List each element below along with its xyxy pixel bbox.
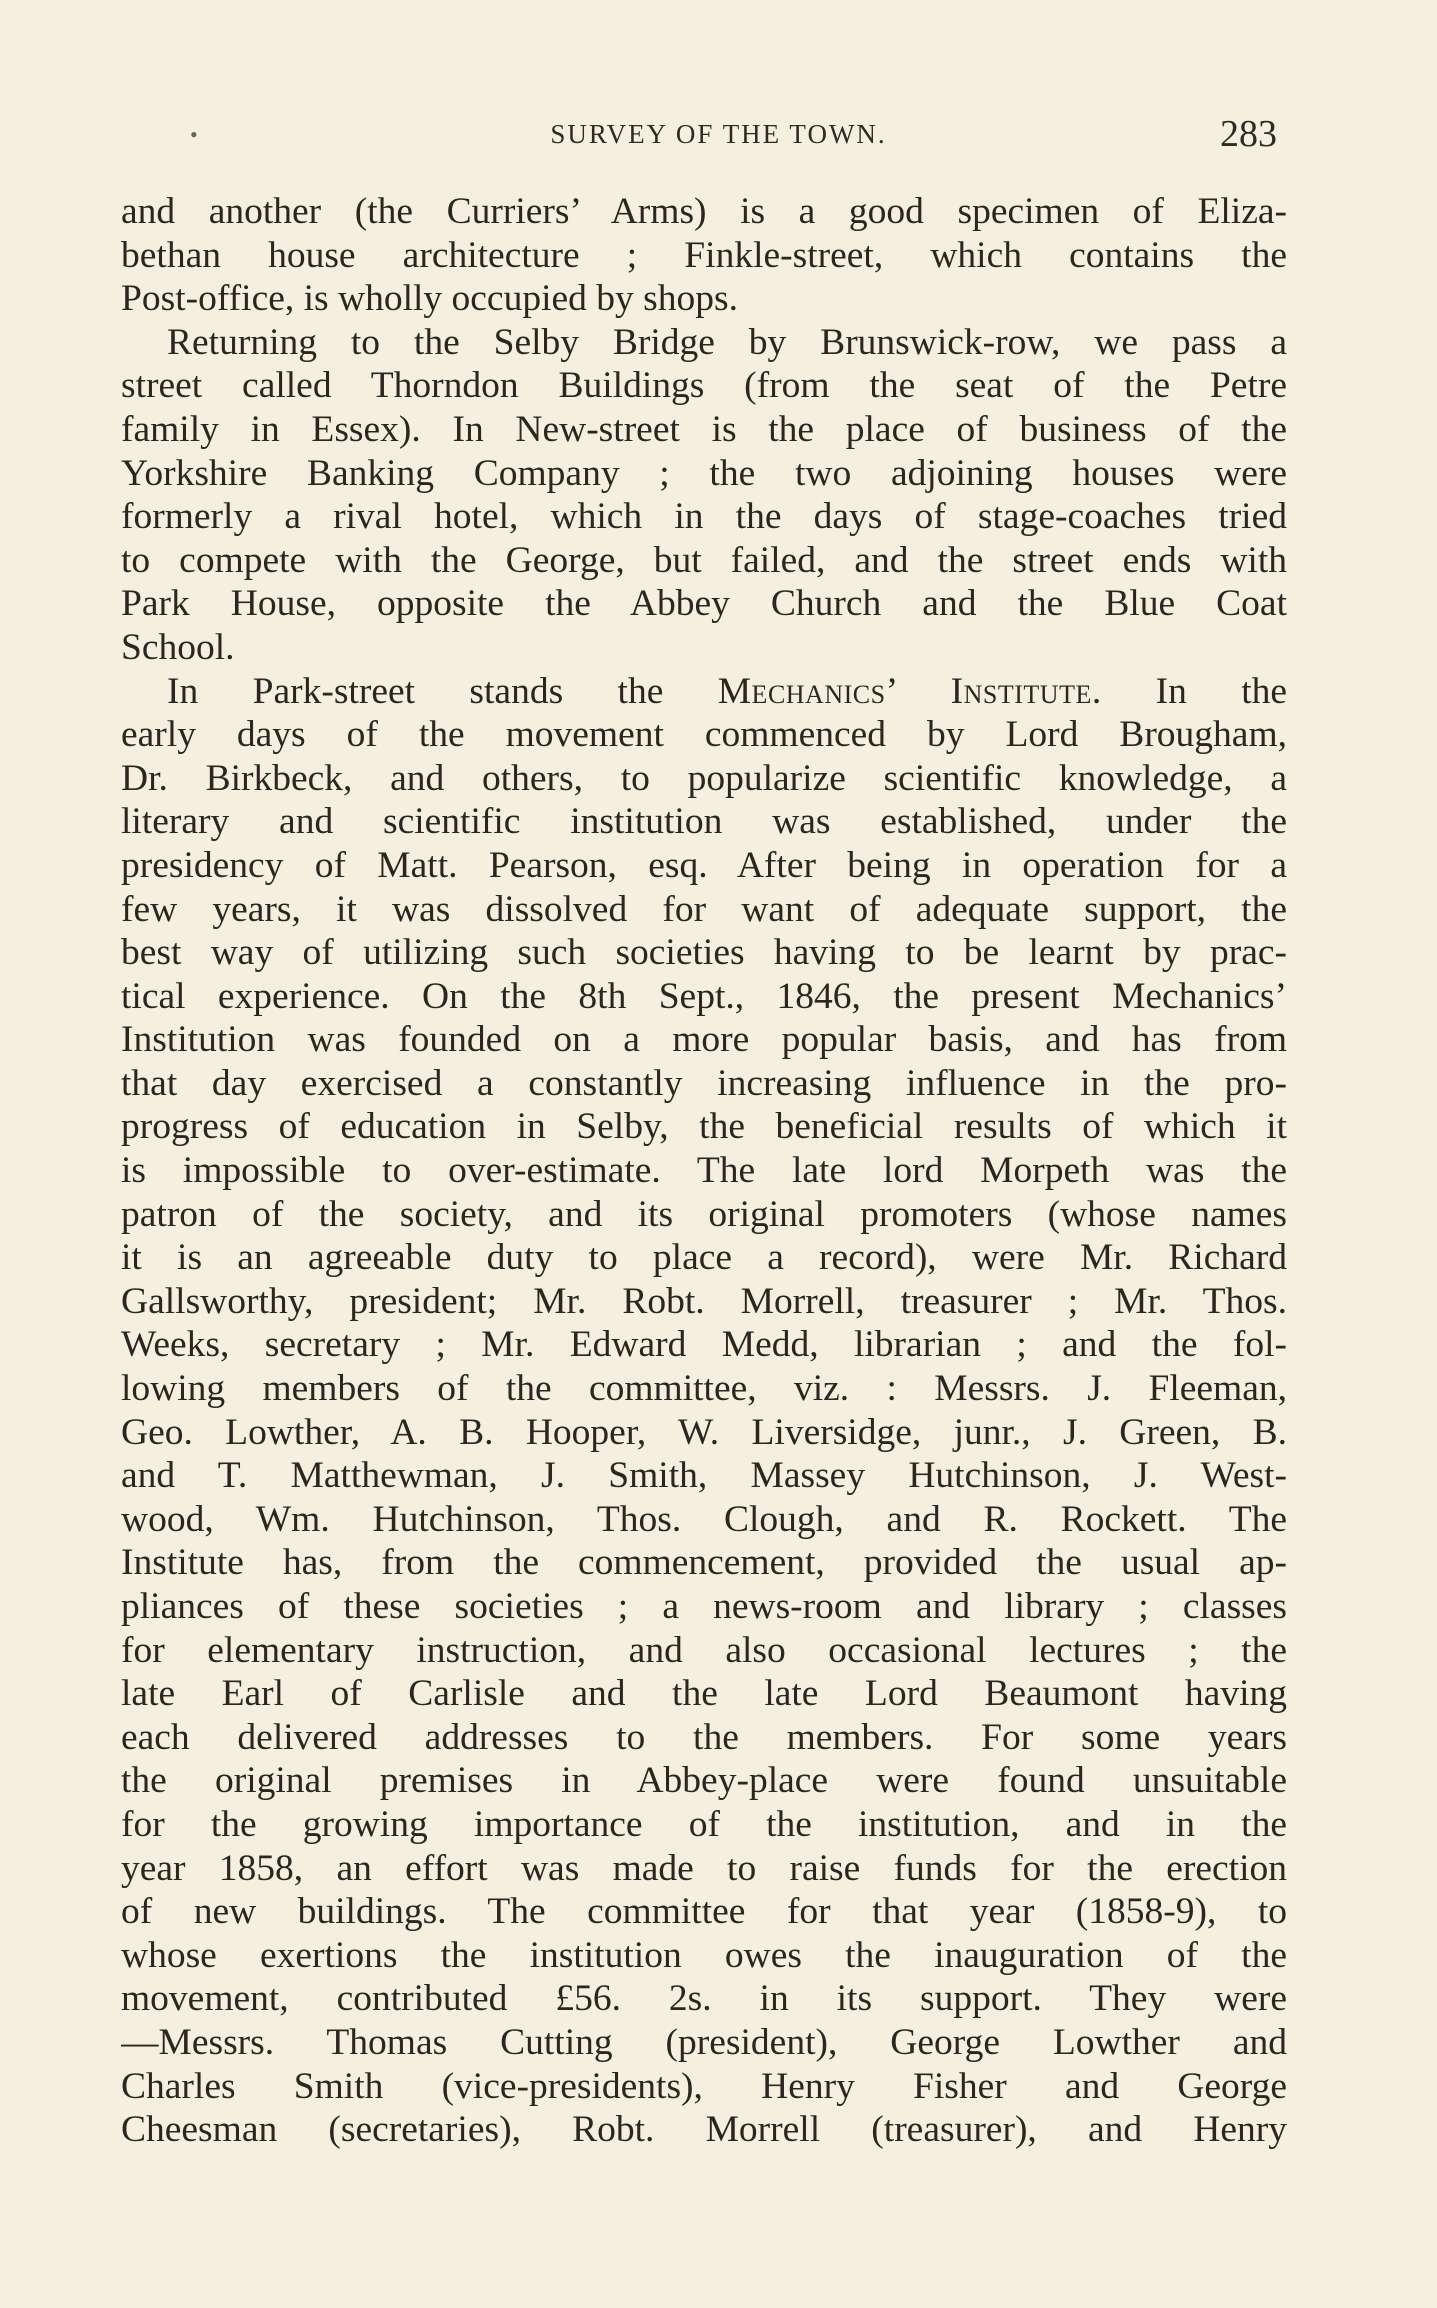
- text-line: Yorkshire Banking Company ; the two adjoining houses were: [121, 452, 1287, 494]
- text-line: School.: [121, 626, 235, 668]
- text-line: bethan house architecture ; Finkle-street, which contains the: [121, 234, 1287, 276]
- text-line: to compete with the George, but failed, and the street ends with: [121, 539, 1287, 581]
- text-line: Weeks, secretary ; Mr. Edward Medd, librarian ; and the fol-: [121, 1324, 1287, 1366]
- text-line: presidency of Matt. Pearson, esq. After being in operation for a: [121, 844, 1287, 886]
- text-line: Gallsworthy, president; Mr. Robt. Morrell, treasurer ; Mr. Thos.: [121, 1280, 1287, 1322]
- text-line: it is an agreeable duty to place a record), were Mr. Richard: [121, 1237, 1287, 1279]
- text-line: best way of utilizing such societies having to be learnt by prac-: [121, 932, 1287, 974]
- text-line: movement, contributed £56. 2s. in its support. They were: [121, 1978, 1287, 2020]
- text-fragment: . In the: [1091, 670, 1287, 712]
- text-line: family in Essex). In New-street is the place of business of the: [121, 408, 1287, 450]
- text-line: year 1858, an effort was made to raise funds for the erection: [121, 1847, 1287, 1889]
- text-line: that day exercised a constantly increasing influence in the pro-: [121, 1062, 1287, 1104]
- text-line: each delivered addresses to the members. For some years: [121, 1716, 1287, 1758]
- text-line: Post-office, is wholly occupied by shops.: [121, 278, 738, 320]
- text-line: Geo. Lowther, A. B. Hooper, W. Liversidge, junr., J. Green, B.: [121, 1411, 1287, 1453]
- text-line: whose exertions the institution owes the inauguration of the: [121, 1934, 1287, 1976]
- text-line: —Messrs. Thomas Cutting (president), George Lowther and: [121, 2021, 1287, 2063]
- text-line: Cheesman (secretaries), Robt. Morrell (treasurer), and Henry: [121, 2109, 1287, 2151]
- text-fragment: In Park-street stands the: [167, 670, 718, 712]
- text-line: Institution was founded on a more popular basis, and has from: [121, 1019, 1287, 1061]
- text-line: patron of the society, and its original promoters (whose names: [121, 1193, 1287, 1235]
- running-title: SURVEY OF THE TOWN.: [550, 119, 887, 149]
- text-line: wood, Wm. Hutchinson, Thos. Clough, and R. Rockett. The: [121, 1498, 1287, 1540]
- text-line: for elementary instruction, and also occasional lectures ; the: [121, 1629, 1287, 1671]
- text-line: Dr. Birkbeck, and others, to popularize scientific knowledge, a: [121, 757, 1287, 799]
- text-line: pliances of these societies ; a news-room and library ; classes: [121, 1586, 1287, 1627]
- text-line: and another (the Curriers’ Arms) is a good specimen of Eliza-: [121, 191, 1287, 232]
- text-line-mechanics: [121, 670, 1287, 714]
- text-line: formerly a rival hotel, which in the days of stage-coaches tried: [121, 496, 1287, 538]
- text-line: early days of the movement commenced by Lord Brougham,: [121, 714, 1287, 756]
- text-line: is impossible to over-estimate. The late lord Morpeth was the: [121, 1150, 1287, 1192]
- text-line: Institute has, from the commencement, provided the usual ap-: [121, 1542, 1287, 1584]
- text-line: literary and scientific institution was established, under the: [121, 801, 1287, 843]
- text-line: and T. Matthewman, J. Smith, Massey Hutchinson, J. West-: [121, 1455, 1287, 1497]
- text-line: street called Thorndon Buildings (from the seat of the Petre: [121, 365, 1287, 407]
- text-line: few years, it was dissolved for want of adequate support, the: [121, 888, 1287, 930]
- header-bullet: •: [190, 122, 198, 147]
- text-line: the original premises in Abbey-place were found unsuitable: [121, 1760, 1287, 1802]
- page-number: 283: [1220, 113, 1277, 155]
- text-line: Park House, opposite the Abbey Church and the Blue Coat: [121, 583, 1287, 625]
- text-line: late Earl of Carlisle and the late Lord Beaumont having: [121, 1673, 1287, 1715]
- text-line: Returning to the Selby Bridge by Brunswick-row, we pass a: [167, 321, 1287, 363]
- text-line: tical experience. On the 8th Sept., 1846, the present Mechanics’: [121, 975, 1287, 1017]
- text-line: of new buildings. The committee for that year (1858-9), to: [121, 1891, 1287, 1933]
- text-line: Charles Smith (vice-presidents), Henry Fisher and George: [121, 2065, 1287, 2107]
- text-line: for the growing importance of the institution, and in the: [121, 1803, 1287, 1845]
- text-line: lowing members of the committee, viz. : Messrs. J. Fleeman,: [121, 1368, 1287, 1410]
- mechanics-institute-heading: Mechanics’ Institute: [717, 670, 1092, 712]
- body-text: [121, 190, 1287, 2152]
- text-line: progress of education in Selby, the beneficial results of which it: [121, 1106, 1287, 1148]
